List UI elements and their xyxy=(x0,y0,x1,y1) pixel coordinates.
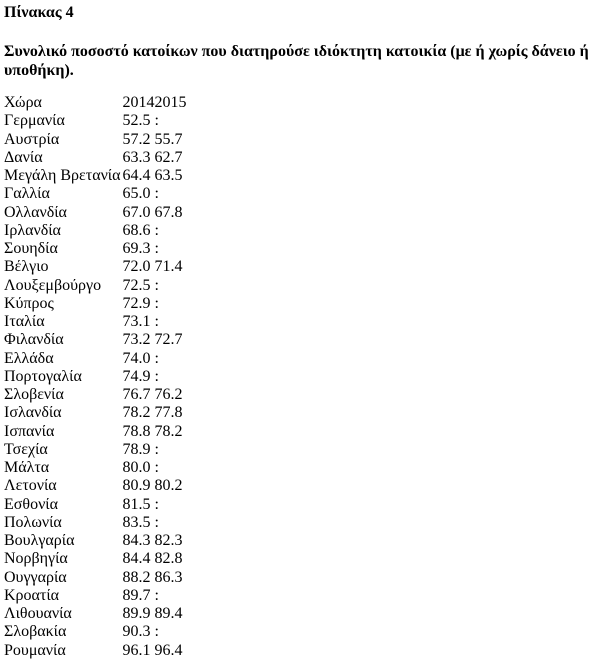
value-2014: 72.0 xyxy=(122,258,151,276)
value-2015: : xyxy=(154,459,159,476)
value-2014: 57.2 xyxy=(122,130,151,148)
table-row xyxy=(2,569,187,587)
table-row xyxy=(2,386,187,404)
table-row xyxy=(2,605,187,623)
value-2015: : xyxy=(154,440,159,458)
values-cell xyxy=(121,514,187,532)
table-body xyxy=(2,112,187,660)
value-2014: 65.0 xyxy=(122,185,151,203)
values-cell xyxy=(121,569,187,587)
table-row xyxy=(2,441,187,459)
values-cell xyxy=(121,258,187,276)
value-2014: 73.2 xyxy=(122,331,151,349)
table-header-row xyxy=(2,94,187,112)
value-2014: 63.3 xyxy=(122,148,151,166)
value-2015: 89.4 xyxy=(154,605,183,622)
value-2014: 83.5 xyxy=(122,513,151,531)
value-2015: : xyxy=(154,294,159,312)
value-2014: 88.2 xyxy=(122,568,151,586)
value-2015: 72.7 xyxy=(154,331,183,349)
country-cell: Μάλτα xyxy=(4,459,50,476)
value-2014: 89.7 xyxy=(122,586,151,604)
table-row xyxy=(2,368,187,386)
table-row xyxy=(2,258,187,276)
header-country: Χώρα xyxy=(4,94,42,111)
value-2014: 84.4 xyxy=(122,550,151,568)
table-row xyxy=(2,587,187,605)
value-2014: 96.1 xyxy=(122,641,151,659)
table-row xyxy=(2,423,187,441)
values-cell xyxy=(121,112,187,130)
table-row xyxy=(2,185,187,203)
value-2015: 77.8 xyxy=(154,404,183,422)
table-row xyxy=(2,532,187,550)
value-2014: 74.9 xyxy=(122,367,151,385)
value-2015: 63.5 xyxy=(154,167,183,184)
value-2014: 52.5 xyxy=(122,112,151,130)
country-cell: Κροατία xyxy=(4,586,60,604)
value-2015: : xyxy=(154,185,159,203)
country-cell: Νορβηγία xyxy=(4,550,68,568)
values-cell xyxy=(121,331,187,349)
table-row xyxy=(2,496,187,514)
table-row xyxy=(2,167,187,185)
table-row xyxy=(2,277,187,295)
value-2015: : xyxy=(154,240,159,257)
values-cell xyxy=(121,185,187,203)
table-row xyxy=(2,149,187,167)
values-cell xyxy=(121,423,187,441)
country-cell: Ολλανδία xyxy=(4,203,67,221)
values-cell xyxy=(121,350,187,368)
value-2014: 84.3 xyxy=(122,532,151,549)
values-cell xyxy=(121,149,187,167)
country-cell: Ισλανδία xyxy=(4,404,62,422)
values-cell xyxy=(121,222,187,240)
country-cell: Λετονία xyxy=(4,477,57,495)
country-cell: Πορτογαλία xyxy=(4,367,82,385)
values-cell xyxy=(121,277,187,295)
country-cell: Φιλανδία xyxy=(4,331,64,349)
table-row xyxy=(2,514,187,532)
country-cell: Αυστρία xyxy=(4,130,60,148)
country-cell: Ρουμανία xyxy=(4,641,66,659)
table-caption: Συνολικό ποσοστό κατοίκων που διατηρούσε ιδιόκτητη κατοικία (με ή χωρίς δάνειο ή υποθήκη). xyxy=(4,43,589,79)
values-cell xyxy=(121,240,187,258)
values-cell xyxy=(121,477,187,495)
value-2014: 90.3 xyxy=(122,623,151,641)
table-row xyxy=(2,222,187,240)
value-2015: 67.8 xyxy=(154,203,183,221)
table-row xyxy=(2,642,187,660)
value-2015: 86.3 xyxy=(154,568,183,586)
value-2015: : xyxy=(154,513,159,531)
value-2015: 55.7 xyxy=(154,130,183,148)
table-row xyxy=(2,295,187,313)
country-cell: Τσεχία xyxy=(4,440,48,458)
header-year-2015: 2015 xyxy=(154,94,187,111)
table-row xyxy=(2,350,187,368)
country-cell: Ιταλία xyxy=(4,313,45,330)
value-2014: 81.5 xyxy=(122,495,151,513)
country-cell: Εσθονία xyxy=(4,495,58,513)
country-cell: Κύπρος xyxy=(4,294,54,312)
value-2015: 96.4 xyxy=(154,641,183,659)
values-cell xyxy=(121,605,187,623)
country-cell: Βουλγαρία xyxy=(4,532,75,549)
value-2015: 76.2 xyxy=(154,386,183,403)
values-cell xyxy=(121,368,187,386)
table-row xyxy=(2,313,187,331)
table-row xyxy=(2,550,187,568)
value-2014: 76.7 xyxy=(122,386,151,403)
value-2015: : xyxy=(154,112,159,130)
country-cell: Σουηδία xyxy=(4,240,58,257)
values-cell xyxy=(121,642,187,660)
value-2015: : xyxy=(154,586,159,604)
value-2014: 80.9 xyxy=(122,477,151,495)
values-cell xyxy=(121,295,187,313)
values-cell xyxy=(121,587,187,605)
country-cell: Πολωνία xyxy=(4,513,62,531)
value-2014: 74.0 xyxy=(122,349,151,367)
header-year-2014: 2014 xyxy=(122,94,155,111)
header-years xyxy=(121,94,187,112)
value-2015: 82.8 xyxy=(154,550,183,568)
value-2015: 80.2 xyxy=(154,477,183,495)
country-cell: Γαλλία xyxy=(4,185,50,203)
value-2014: 72.5 xyxy=(122,276,151,294)
country-cell: Ελλάδα xyxy=(4,349,54,367)
table-row xyxy=(2,459,187,477)
country-cell: Λουξεμβούργο xyxy=(4,276,102,294)
country-cell: Μεγάλη Βρετανία xyxy=(4,167,121,184)
value-2015: : xyxy=(154,313,159,330)
value-2015: : xyxy=(154,495,159,513)
country-cell: Ιρλανδία xyxy=(4,221,61,239)
table-heading: Πίνακας 4 xyxy=(4,4,74,21)
value-2015: 62.7 xyxy=(154,148,183,166)
value-2014: 72.9 xyxy=(122,294,151,312)
values-cell xyxy=(121,204,187,222)
value-2014: 80.0 xyxy=(122,459,151,476)
value-2014: 69.3 xyxy=(122,240,151,257)
country-cell: Γερμανία xyxy=(4,112,65,130)
value-2014: 68.6 xyxy=(122,221,151,239)
table-row xyxy=(2,404,187,422)
values-cell xyxy=(121,623,187,641)
value-2015: 71.4 xyxy=(154,258,183,276)
table-row xyxy=(2,331,187,349)
values-cell xyxy=(121,459,187,477)
table-row xyxy=(2,112,187,130)
value-2014: 64.4 xyxy=(122,167,151,184)
value-2015: : xyxy=(154,367,159,385)
values-cell xyxy=(121,496,187,514)
value-2015: : xyxy=(154,276,159,294)
value-2015: 78.2 xyxy=(154,422,183,440)
value-2014: 78.9 xyxy=(122,440,151,458)
homeownership-table xyxy=(2,94,187,660)
country-cell: Δανία xyxy=(4,148,43,166)
value-2014: 67.0 xyxy=(122,203,151,221)
value-2014: 78.8 xyxy=(122,422,151,440)
table-row xyxy=(2,131,187,149)
value-2015: : xyxy=(154,623,159,641)
values-cell xyxy=(121,131,187,149)
values-cell xyxy=(121,313,187,331)
value-2015: : xyxy=(154,349,159,367)
country-cell: Λιθουανία xyxy=(4,605,72,622)
table-row xyxy=(2,477,187,495)
values-cell xyxy=(121,167,187,185)
value-2015: : xyxy=(154,221,159,239)
value-2015: 82.3 xyxy=(154,532,183,549)
value-2014: 89.9 xyxy=(122,605,151,622)
values-cell xyxy=(121,441,187,459)
values-cell xyxy=(121,404,187,422)
value-2014: 78.2 xyxy=(122,404,151,422)
value-2014: 73.1 xyxy=(122,313,151,330)
country-cell: Σλοβενία xyxy=(4,386,64,403)
table-row xyxy=(2,623,187,641)
country-cell: Ουγγαρία xyxy=(4,568,67,586)
values-cell xyxy=(121,386,187,404)
country-cell: Ισπανία xyxy=(4,422,55,440)
values-cell xyxy=(121,550,187,568)
country-cell: Βέλγιο xyxy=(4,258,49,276)
values-cell xyxy=(121,532,187,550)
table-row xyxy=(2,204,187,222)
table-row xyxy=(2,240,187,258)
country-cell: Σλοβακία xyxy=(4,623,67,641)
